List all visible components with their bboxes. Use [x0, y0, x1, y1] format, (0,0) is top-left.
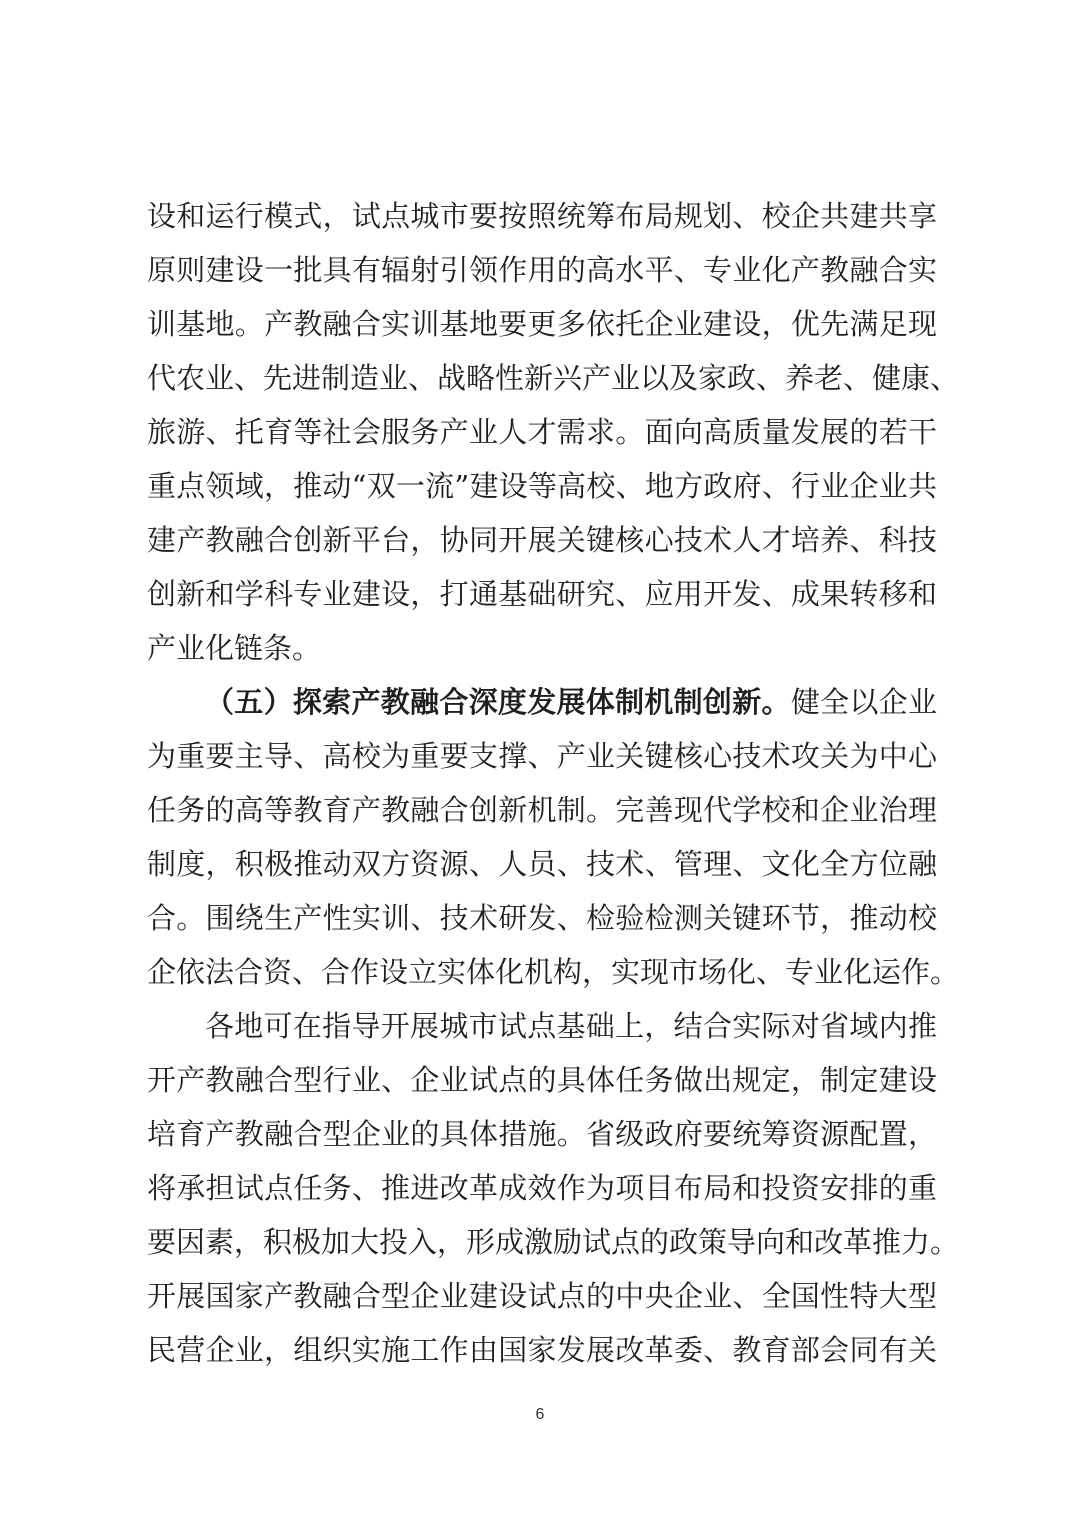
text-line: 培育产教融合型企业的具体措施。省级政府要统筹资源配置， [147, 1117, 937, 1151]
text-line: 企依法合资、合作设立实体化机构，实现市场化、专业化运作。 [147, 955, 960, 989]
text-line: 要因素，积极加大投入，形成激励试点的政策导向和改革推力。 [147, 1225, 960, 1259]
section-lead-text: 健全以企业 [790, 685, 937, 719]
text-line: 将承担试点任务、推进改革成效作为项目布局和投资安排的重 [147, 1171, 937, 1205]
text-line: 创新和学科专业建设，打通基础研究、应用开发、成果转移和 [147, 577, 937, 611]
text-line: 各地可在指导开展城市试点基础上，结合实际对省域内推 [205, 1009, 937, 1043]
text-line: 代农业、先进制造业、战略性新兴产业以及家政、养老、健康、 [147, 361, 960, 395]
text-line: 建产教融合创新平台，协同开展关键核心技术人才培养、科技 [147, 523, 937, 557]
text-line: 训基地。产教融合实训基地要更多依托企业建设，优先满足现 [147, 307, 937, 341]
section-heading: （五）探索产教融合深度发展体制机制创新。 [205, 685, 791, 719]
text-line: 原则建设一批具有辐射引领作用的高水平、专业化产教融合实 [147, 253, 937, 287]
page-number: 6 [535, 1406, 545, 1423]
text-line: 民营企业，组织实施工作由国家发展改革委、教育部会同有关 [147, 1333, 937, 1367]
text-line: 设和运行模式，试点城市要按照统筹布局规划、校企共建共享 [147, 199, 937, 233]
text-line: 制度，积极推动双方资源、人员、技术、管理、文化全方位融 [147, 847, 937, 881]
text-line: 为重要主导、高校为重要支撑、产业关键核心技术攻关为中心 [147, 739, 937, 773]
text-line: 旅游、托育等社会服务产业人才需求。面向高质量发展的若干 [147, 415, 937, 449]
text-line: 产业化链条。 [147, 631, 322, 665]
text-line: 合。围绕生产性实训、技术研发、检验检测关键环节，推动校 [147, 901, 937, 935]
section-heading-line [205, 682, 937, 722]
text-line: 开展国家产教融合型企业建设试点的中央企业、全国性特大型 [147, 1279, 937, 1313]
text-line: 开产教融合型行业、企业试点的具体任务做出规定，制定建设 [147, 1063, 937, 1097]
text-line: 任务的高等教育产教融合创新机制。完善现代学校和企业治理 [147, 793, 937, 827]
text-line: 重点领域，推动“双一流”建设等高校、地方政府、行业企业共 [147, 469, 937, 503]
